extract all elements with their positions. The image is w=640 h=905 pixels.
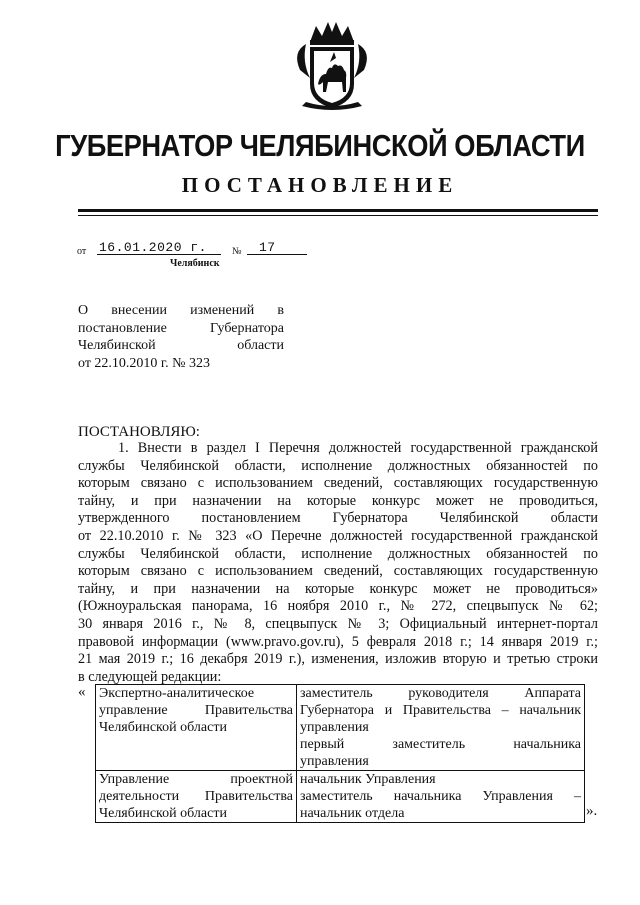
- table-row: [96, 685, 585, 771]
- document-number: 17: [259, 240, 276, 255]
- header-rule-thin: [78, 215, 598, 216]
- positions-table: [95, 684, 585, 823]
- department-cell: [96, 771, 297, 823]
- document-meta: [77, 240, 337, 260]
- cell-line: Экспертно-аналитическое: [99, 686, 255, 701]
- cell-line: заместитель руководителя Аппарата: [300, 686, 581, 701]
- positions-cell: [297, 685, 585, 771]
- cell-line: управления: [300, 720, 369, 735]
- cell-line: управление Правительства: [99, 703, 293, 718]
- close-quote: ».: [586, 803, 598, 819]
- date-underline: [97, 254, 221, 255]
- decree-heading: ПОСТАНОВЛЯЮ:: [78, 424, 200, 440]
- body-line: службы Челябинской области, исполнение должностных обязанностей по: [78, 545, 598, 562]
- cell-line: первый заместитель начальника: [300, 737, 581, 752]
- header-rule-thick: [78, 209, 598, 212]
- number-label: №: [232, 246, 242, 257]
- open-quote: «: [78, 684, 86, 700]
- document-date: 16.01.2020 г.: [99, 240, 207, 255]
- from-label: от: [77, 246, 87, 257]
- city-label: Челябинск: [170, 258, 220, 269]
- body-line: (Южноуральская панорама, 16 ноября 2010 г., № 272, спецвыпуск № 62;: [78, 598, 598, 615]
- cell-line: Управление проектной: [99, 772, 293, 787]
- department-cell: [96, 685, 297, 771]
- body-line: в следующей редакции:: [78, 668, 222, 685]
- body-line: тайну, и при назначении на которые конкурс может не проводиться,: [78, 492, 598, 509]
- body-paragraph: [78, 440, 598, 686]
- body-line: службы Челябинской области, исполнение должностных обязанностей по: [78, 457, 598, 474]
- coat-of-arms-icon: [292, 22, 372, 112]
- body-line: утвержденного постановлением Губернатора Челябинской области: [78, 510, 598, 527]
- body-line: 30 января 2016 г., № 8, спецвыпуск № 3; Официальный интернет-портал: [78, 615, 598, 632]
- cell-line: управления: [300, 754, 369, 769]
- subject-line: О внесении изменений в: [78, 303, 284, 318]
- cell-line: начальник отдела: [300, 806, 405, 821]
- positions-cell: [297, 771, 585, 823]
- governor-title: ГУБЕРНАТОР ЧЕЛЯБИНСКОЙ ОБЛАСТИ: [55, 128, 585, 163]
- body-line: от 22.10.2010 г. № 323 «О Перечне должностей государственной гражданской: [78, 527, 598, 544]
- subject-line: Челябинской области: [78, 338, 284, 353]
- subject-line: от 22.10.2010 г. № 323: [78, 355, 210, 371]
- cell-line: Челябинской области: [99, 720, 227, 735]
- cell-line: Челябинской области: [99, 806, 227, 821]
- document-type: ПОСТАНОВЛЕНИЕ: [181, 173, 459, 197]
- cell-line: начальник Управления: [300, 772, 436, 787]
- table-row: [96, 771, 585, 823]
- body-line: 1. Внести в раздел I Перечня должностей государственной гражданской: [118, 440, 598, 456]
- cell-line: деятельности Правительства: [99, 789, 293, 804]
- subject-line: постановление Губернатора: [78, 320, 284, 336]
- document-subject: [78, 302, 284, 372]
- body-line: 21 мая 2019 г.; 16 декабря 2019 г.), изменения, изложив вторую и третью строки: [78, 651, 598, 668]
- body-line: которым связано с использованием сведений, составляющих государственную: [78, 563, 598, 580]
- body-line: правовой информации (www.pravo.gov.ru), 5 февраля 2018 г.; 14 января 2019 г.;: [78, 633, 598, 650]
- number-underline: [247, 254, 307, 255]
- cell-line: заместитель начальника Управления –: [300, 789, 581, 804]
- cell-line: Губернатора и Правительства – начальник: [300, 703, 581, 718]
- body-line: которым связано с использованием сведений, составляющих государственную: [78, 475, 598, 492]
- body-line: тайну, и при назначении на которые конкурс может не проводиться»: [78, 580, 598, 597]
